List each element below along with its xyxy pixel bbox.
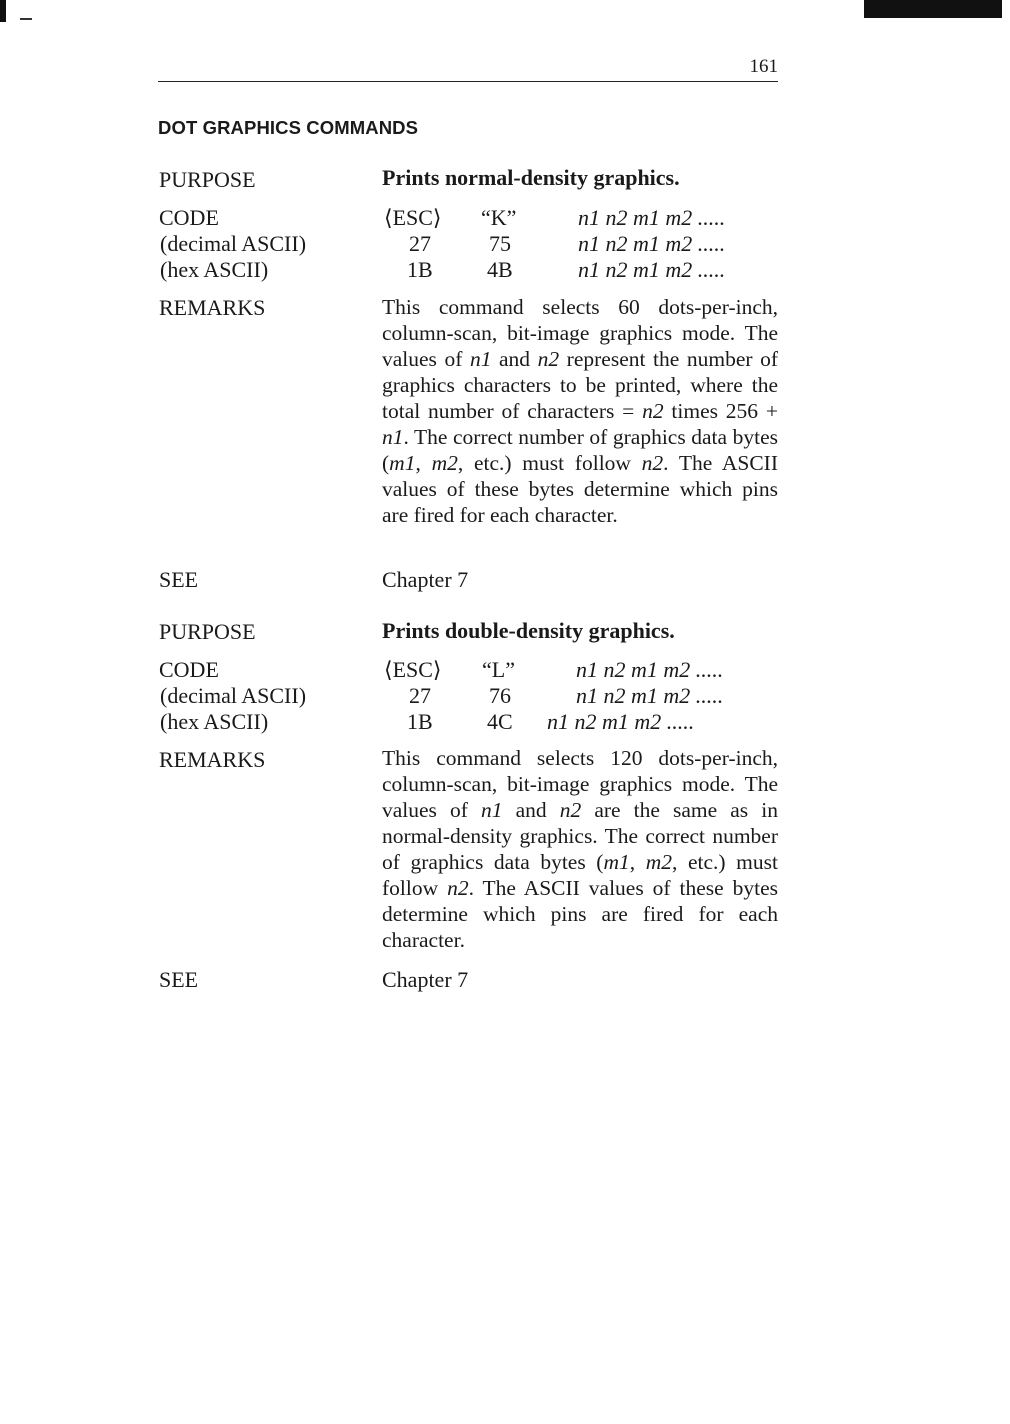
hex-esc: 1B: [407, 709, 433, 734]
code-char: “L”: [482, 657, 515, 682]
scan-dash-mark: [20, 18, 32, 20]
decimal-ascii-label: (decimal ASCII): [160, 683, 307, 708]
remarks-text: This command selects 120 dots-per-inch, column-scan, bit-image graphics mode. The values of n1 and n2 are the same as in normal-density graphics. The correct number of graphics data bytes (m1, m2, etc.) must follow n2. The ASCII values of these bytes determine which pins are fired for each character.: [382, 746, 778, 952]
decimal-ascii-label: (decimal ASCII): [160, 231, 307, 256]
remarks-label: REMARKS: [159, 295, 266, 320]
scan-edge-mark: [0, 0, 6, 22]
see-label: SEE: [159, 567, 199, 592]
code-params: n1 n2 m1 m2 .....: [576, 657, 724, 682]
decimal-params: n1 n2 m1 m2 .....: [576, 683, 724, 708]
purpose-label: PURPOSE: [159, 619, 256, 644]
page-number: 161: [749, 56, 778, 77]
see-label: SEE: [159, 967, 199, 992]
code-esc: ⟨ESC⟩: [384, 205, 442, 230]
remarks-label: REMARKS: [159, 747, 266, 772]
see-reference: Chapter 7: [382, 567, 469, 592]
remarks-text: This command selects 60 dots-per-inch, column-scan, bit-image graphics mode. The values of n1 and n2 represent the number of graphics characters to be printed, where the total number of characters = n2 times 256 + n1. The correct number of graphics data bytes (m1, m2, etc.) must follow n2. The ASCII values of these bytes determine which pins are fired for each character.: [382, 295, 778, 527]
purpose-text: Prints normal-density graphics.: [382, 165, 680, 190]
hex-esc: 1B: [407, 257, 433, 282]
decimal-esc: 27: [409, 683, 431, 708]
hex-char: 4C: [487, 709, 513, 734]
hex-ascii-label: (hex ASCII): [160, 709, 269, 734]
hex-char: 4B: [487, 257, 513, 282]
code-label: CODE: [159, 657, 219, 682]
purpose-label: PURPOSE: [159, 167, 256, 192]
hex-params: n1 n2 m1 m2 .....: [578, 257, 726, 282]
code-char: “K”: [481, 205, 517, 230]
hex-params: n1 n2 m1 m2 .....: [547, 709, 695, 734]
decimal-char: 75: [489, 231, 511, 256]
scan-corner-bar: [864, 0, 1002, 18]
header-rule: [158, 81, 778, 82]
see-reference: Chapter 7: [382, 967, 469, 992]
decimal-params: n1 n2 m1 m2 .....: [578, 231, 726, 256]
decimal-esc: 27: [409, 231, 431, 256]
purpose-text: Prints double-density graphics.: [382, 618, 675, 643]
code-label: CODE: [159, 205, 219, 230]
decimal-char: 76: [489, 683, 511, 708]
code-esc: ⟨ESC⟩: [384, 657, 442, 682]
hex-ascii-label: (hex ASCII): [160, 257, 269, 282]
code-params: n1 n2 m1 m2 .....: [578, 205, 726, 230]
section-heading: DOT GRAPHICS COMMANDS: [158, 117, 419, 138]
